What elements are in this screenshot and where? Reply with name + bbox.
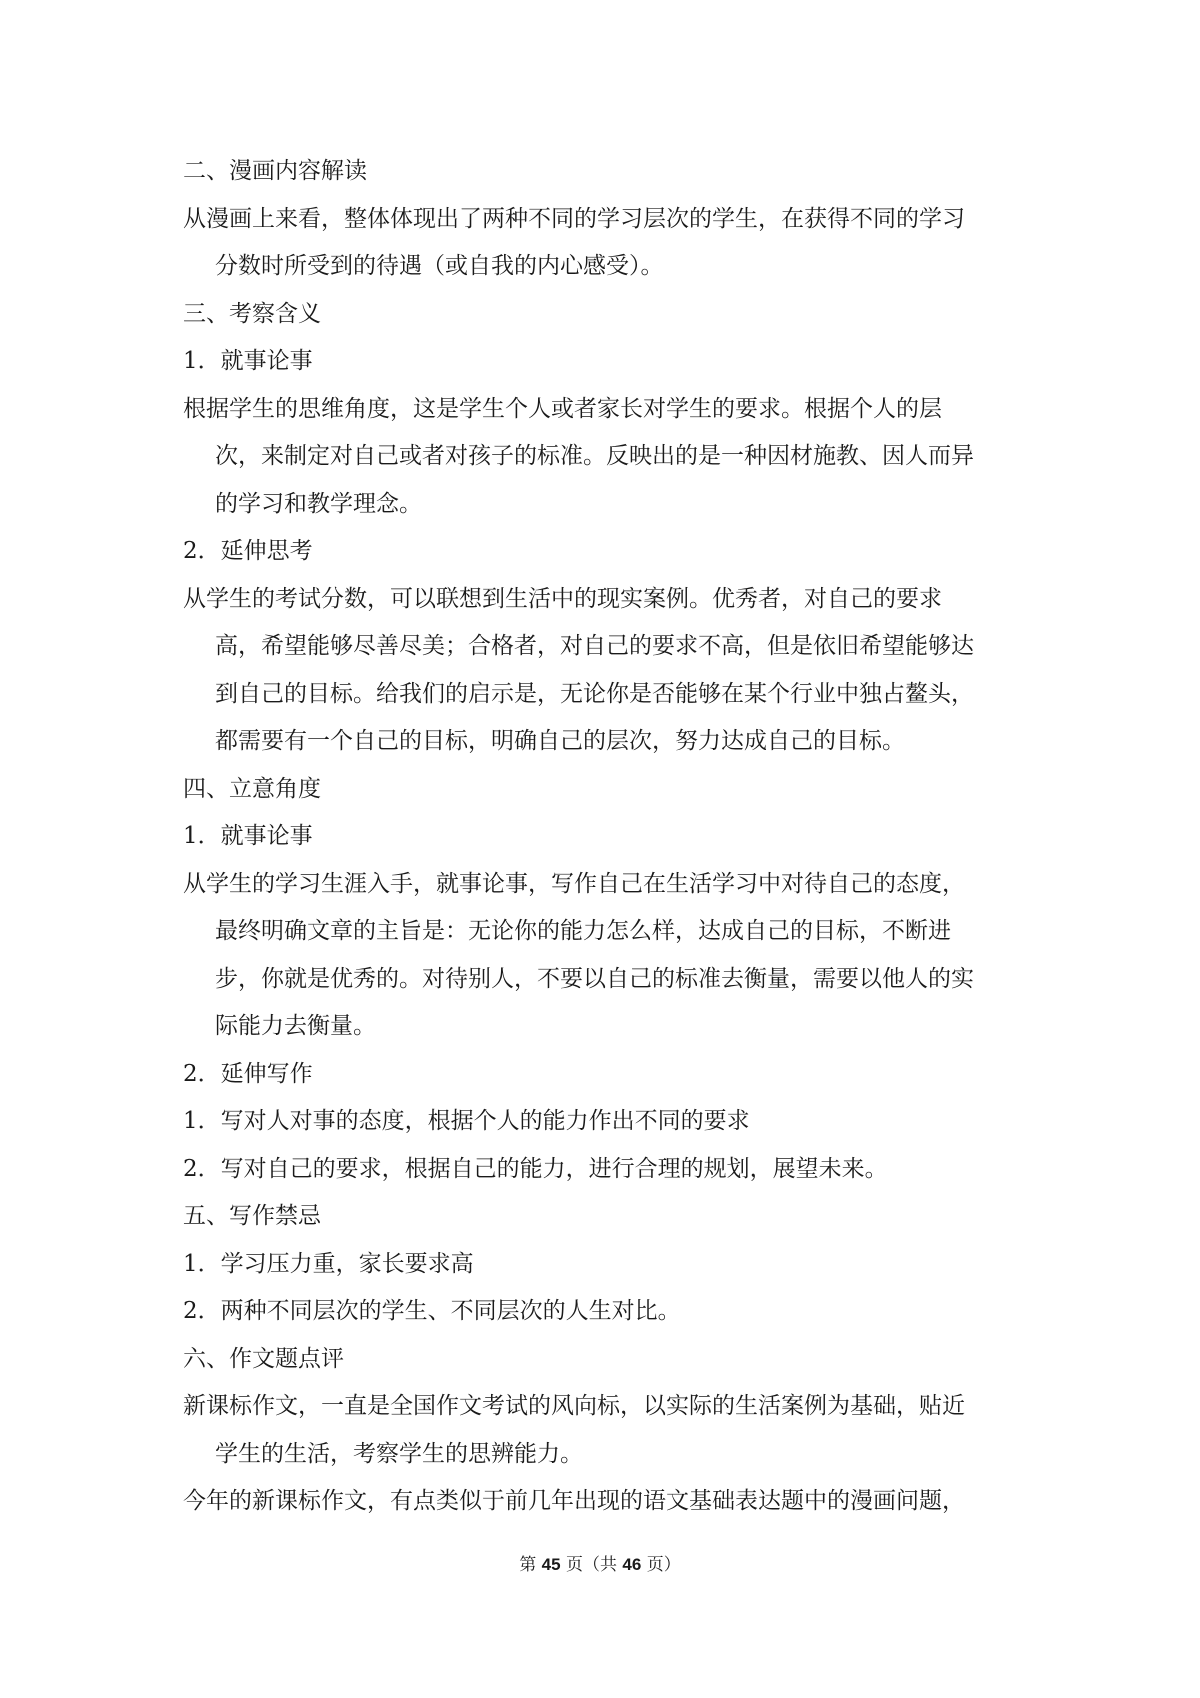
paragraph-line: 从学生的考试分数，可以联想到生活中的现实案例。优秀者，对自己的要求 bbox=[183, 585, 942, 612]
paragraph-line: 学生的生活，考察学生的思辨能力。 bbox=[215, 1440, 583, 1467]
paragraph-line: 的学习和教学理念。 bbox=[215, 490, 422, 517]
section-heading: 四、立意角度 bbox=[183, 775, 321, 802]
paragraph-line: 高，希望能够尽善尽美；合格者，对自己的要求不高，但是依旧希望能够达 bbox=[215, 633, 974, 659]
paragraph-line: 从漫画上来看，整体体现出了两种不同的学习层次的学生，在获得不同的学习 bbox=[183, 205, 965, 232]
footer-prefix: 第 bbox=[519, 1555, 537, 1575]
paragraph-line: 最终明确文章的主旨是：无论你的能力怎么样，达成自己的目标，不断进 bbox=[215, 918, 951, 944]
paragraph-line: 分数时所受到的待遇（或自我的内心感受）。 bbox=[215, 253, 664, 279]
paragraph-line: 次，来制定对自己或者对孩子的标准。反映出的是一种因材施教、因人而异 bbox=[215, 443, 974, 469]
paragraph-line: 根据学生的思维角度，这是学生个人或者家长对学生的要求。根据个人的层 bbox=[183, 395, 942, 422]
list-item: 2．写对自己的要求，根据自己的能力，进行合理的规划，展望未来。 bbox=[183, 1155, 888, 1182]
page-footer bbox=[0, 1553, 1200, 1577]
subsection-heading: 1．就事论事 bbox=[183, 823, 313, 849]
paragraph-line: 从学生的学习生涯入手，就事论事，写作自己在生活学习中对待自己的态度， bbox=[183, 870, 965, 897]
subsection-heading: 2．延伸思考 bbox=[183, 538, 313, 564]
list-item: 1．学习压力重，家长要求高 bbox=[183, 1250, 474, 1277]
section-heading: 三、考察含义 bbox=[183, 300, 321, 327]
page-number: 45 bbox=[541, 1555, 561, 1574]
paragraph-line: 新课标作文，一直是全国作文考试的风向标，以实际的生活案例为基础，贴近 bbox=[183, 1393, 965, 1419]
paragraph-line: 步，你就是优秀的。对待别人，不要以自己的标准去衡量，需要以他人的实 bbox=[215, 965, 974, 992]
total-pages: 46 bbox=[622, 1555, 642, 1574]
paragraph-line: 今年的新课标作文，有点类似于前几年出现的语文基础表达题中的漫画问题， bbox=[183, 1488, 965, 1514]
footer-middle: 页（共 bbox=[566, 1555, 617, 1575]
list-item: 1．写对人对事的态度，根据个人的能力作出不同的要求 bbox=[183, 1108, 750, 1134]
section-heading: 二、漫画内容解读 bbox=[183, 158, 367, 184]
subsection-heading: 2．延伸写作 bbox=[183, 1060, 313, 1087]
document-body bbox=[183, 148, 1033, 1526]
footer-suffix: 页） bbox=[646, 1555, 681, 1575]
paragraph-line: 都需要有一个自己的目标，明确自己的层次，努力达成自己的目标。 bbox=[215, 728, 905, 754]
subsection-heading: 1．就事论事 bbox=[183, 348, 313, 374]
paragraph-line: 际能力去衡量。 bbox=[215, 1013, 376, 1039]
list-item: 2．两种不同层次的学生、不同层次的人生对比。 bbox=[183, 1298, 681, 1324]
paragraph-line: 到自己的目标。给我们的启示是，无论你是否能够在某个行业中独占鳌头， bbox=[215, 680, 974, 707]
section-heading: 五、写作禁忌 bbox=[183, 1203, 321, 1229]
section-heading: 六、作文题点评 bbox=[183, 1345, 344, 1372]
